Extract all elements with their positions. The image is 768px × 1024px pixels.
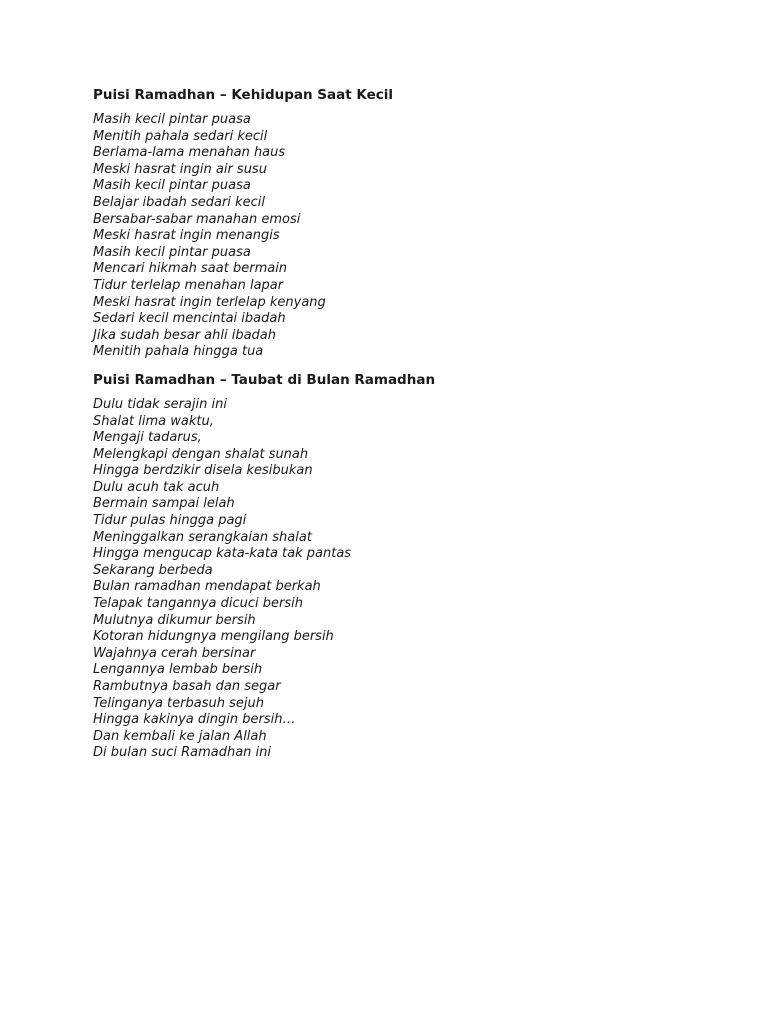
poem-line: Hingga kakinya dingin bersih… [93,712,296,728]
poem-line: Melengkapi dengan shalat sunah [93,446,309,462]
poem-line: Berlama-lama menahan haus [93,145,286,161]
poem-line: Hingga mengucap kata-kata tak pantas [93,546,352,562]
poem-line: Meninggalkan serangkaian shalat [93,529,312,545]
poem-line: Telapak tangannya dicuci bersih [93,596,303,612]
poem-line: Rambutnya basah dan segar [93,679,281,694]
poem-line: Mengaji tadarus, [93,430,202,446]
poem-line: Sedari kecil mencintai ibadah [93,311,286,327]
poem-title: Puisi Ramadhan – Kehidupan Saat Kecil [93,87,394,103]
poem-line: Mulutnya dikumur bersih [93,612,256,628]
poem-line: Dulu tidak serajin ini [93,396,227,412]
poem-line: Wajahnya cerah bersinar [93,645,256,661]
poem-line: Masih kecil pintar puasa [93,112,251,127]
poem-section-kehidupan-saat-kecil [93,86,713,361]
poem-line: Di bulan suci Ramadhan ini [93,745,272,761]
poem-line: Bersabar-sabar manahan emosi [93,211,301,227]
poem-line: Masih kecil pintar puasa [93,244,251,260]
poem-line: Sekarang berbeda [93,562,213,578]
poem-line: Dulu acuh tak acuh [93,479,220,495]
document-content [93,86,713,762]
poem-line: Belajar ibadah sedari kecil [93,194,265,210]
poem-line: Menitih pahala sedari kecil [93,128,268,144]
poem-line: Bulan ramadhan mendapat berkah [93,579,321,595]
poem-line: Meski hasrat ingin menangis [93,228,280,244]
poem-line: Meski hasrat ingin terlelap kenyang [93,294,326,310]
poem-line: Masih kecil pintar puasa [93,178,251,194]
poem-title: Puisi Ramadhan – Taubat di Bulan Ramadhan [93,371,436,388]
poem-line: Kotoran hidungnya mengilang bersih [93,629,334,645]
poem-line: Dan kembali ke jalan Allah [93,728,267,744]
poem-line: Jika sudah besar ahli ibadah [93,327,276,343]
poem-line: Lengannya lembab bersih [93,662,263,678]
poem-line: Bermain sampai lelah [93,496,235,512]
poem-line: Telinganya terbasuh sejuh [93,695,264,711]
poem-line: Shalat lima waktu, [93,413,214,429]
poem-line: Tidur pulas hingga pagi [93,513,247,529]
poem-lines [93,112,713,361]
poem-line: Mencari hikmah saat bermain [93,261,288,277]
poem-line: Meski hasrat ingin air susu [93,161,267,177]
poem-line: Hingga berdzikir disela kesibukan [93,463,313,479]
poem-line: Menitih pahala hingga tua [93,344,264,360]
poem-section-taubat-di-bulan-ramadhan [93,371,713,762]
poem-line: Tidur terlelap menahan lapar [93,277,284,293]
poem-lines [93,397,713,762]
